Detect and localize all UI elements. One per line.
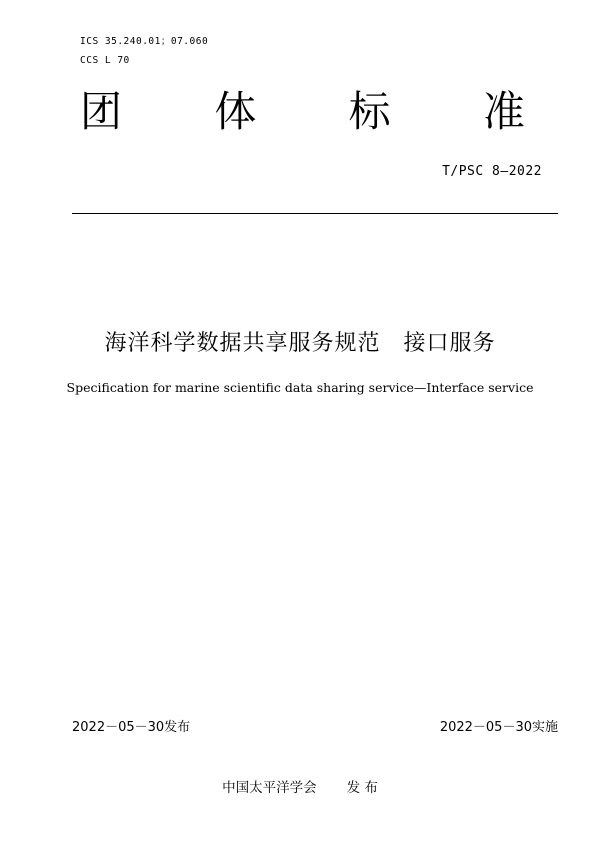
document-title-chinese: 海洋科学数据共享服务规范 接口服务 [104,331,496,356]
ics-code: ICS 35.240.01；07.060 [80,36,209,47]
implement-date: 2022－05－30实施 [439,720,558,735]
issuer-action: 发 布 [346,780,378,796]
document-title-english: Specification for marine scientific data sharing service—Interface service [66,380,534,395]
standard-number: T/PSC 8—2022 [442,164,542,179]
publish-date: 2022－05－30发布 [72,720,191,735]
issuer-name: 中国太平洋学会 [222,780,317,796]
standard-type-heading [80,82,525,142]
issuer-line [0,776,600,796]
header-divider [72,213,558,214]
standard-type-char: 团 [80,87,123,136]
ccs-code: CCS L 70 [80,55,130,66]
standard-type-char: 标 [348,87,391,136]
standard-type-char: 准 [482,87,525,136]
standard-type-char: 体 [214,87,257,136]
